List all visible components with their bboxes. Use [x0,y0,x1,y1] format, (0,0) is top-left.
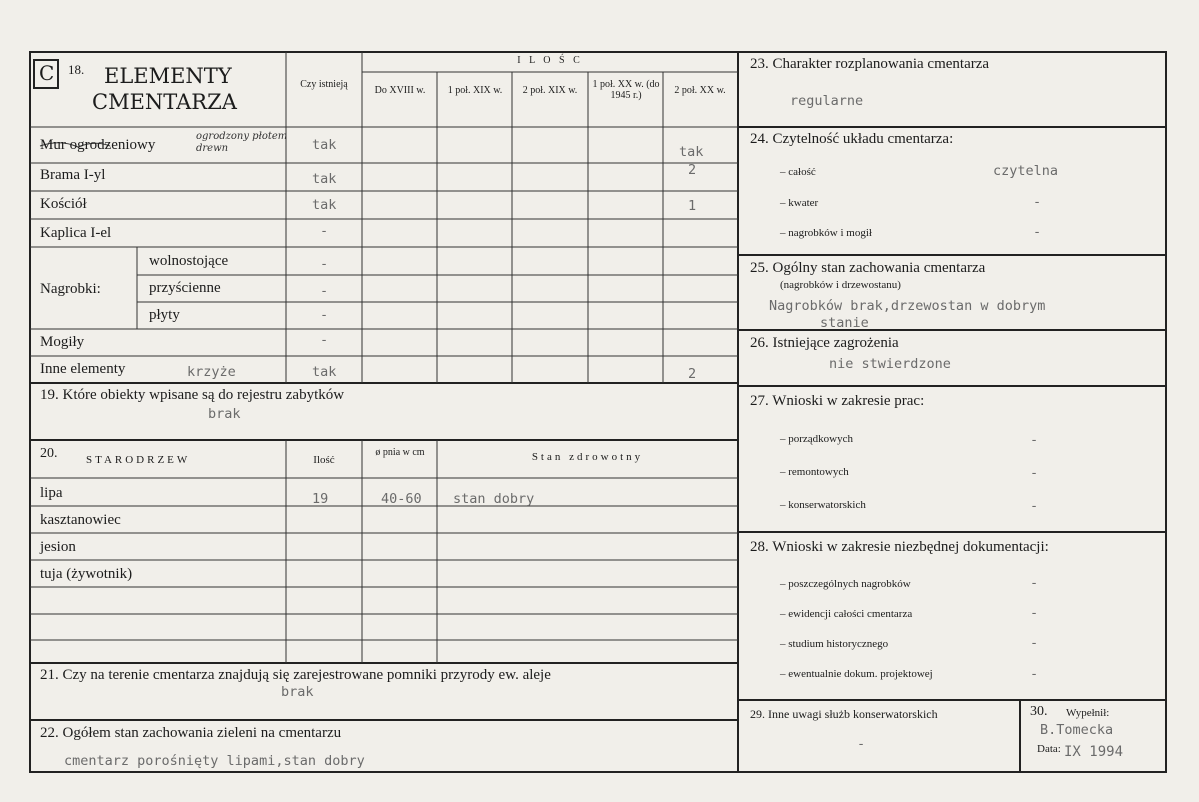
inne-elementy-value: krzyże [187,364,236,380]
section-27-label: 27. Wnioski w zakresie prac: [750,393,925,409]
section-22-value: cmentarz porośnięty lipami,stan dobry [64,753,365,769]
row-label-kosciol: Kościół [40,196,87,212]
wolnostojace-exists-value: - [320,256,329,272]
section-18-title-line2: CMENTARZA [92,90,237,114]
section-22-label: 22. Ogółem stan zachowania zieleni na cmentarzu [40,725,342,741]
section-29-value: - [857,736,866,752]
s27-item-label-3: – konserwatorskich [780,499,866,511]
handwritten-note-fence: ogrodzony płotem drewn [196,131,288,154]
inne-exists-value: tak [312,364,337,380]
section-21-label: 21. Czy na terenie cmentarza znajdują się zarejestrowane pomniki przyrody ew. aleje [40,667,551,683]
col-period-3: 2 poł. XIX w. [522,85,578,96]
s24-item-value-3: - [1033,224,1042,240]
row-label-mogily: Mogiły [40,334,85,350]
kaplica-exists-value: - [320,223,329,239]
kosciol-period5-value: 1 [688,198,697,214]
s28-item-value-3: - [1030,635,1039,651]
date-label: Data: [1037,743,1061,755]
brama-period5-value: 2 [688,162,697,178]
section-29-label: 29. Inne uwagi służb konserwatorskich [750,707,938,721]
section-23-value: regularne [790,93,864,109]
col-period-1: Do XVIII w. [374,85,426,96]
col-ilosc-header: I L O Ś C [517,55,583,66]
tree-health-1: stan dobry [453,491,535,507]
s27-item-value-3: - [1030,498,1039,514]
section-26-value: nie stwierdzone [829,356,951,372]
section-19-value: brak [208,406,241,422]
section-20-title: STARODRZEW [86,454,191,466]
col-exists-header: Czy istnieją [300,79,348,90]
mur-period5-value: tak [679,144,704,160]
plyty-exists-value: - [320,307,329,323]
col-count-header: Ilość [313,454,335,466]
filled-by-label: Wypełnił: [1066,707,1110,719]
section-21-value: brak [281,684,314,700]
row-label-brama: Brama I-yl [40,167,106,183]
col-period-4: 1 poł. XX w. (do 1945 r.) [592,79,660,101]
row-label-kaplica: Kaplica I-el [40,225,112,241]
row-label-mur: Mur ogrodzeniowy [40,137,156,153]
col-period-2: 1 poł. XIX w. [447,85,503,96]
tree-diameter-1: 40-60 [381,491,422,507]
s24-item-label-3: – nagrobków i mogił [780,227,872,239]
s24-item-value-1: czytelna [993,163,1059,179]
mogily-exists-value: - [320,332,329,348]
przyscienne-exists-value: - [320,283,329,299]
section-25-value-line1: Nagrobków brak,drzewostan w dobrym [769,298,1046,314]
s28-item-value-1: - [1030,575,1039,591]
row-label-wolnostojace: wolnostojące [149,253,229,269]
section-26-label: 26. Istniejące zagrożenia [750,335,899,351]
mur-exists-value: tak [312,137,337,153]
section-letter: C [39,61,55,85]
s24-item-label-2: – kwater [780,197,819,209]
s28-item-value-4: - [1030,666,1039,682]
section-24-label: 24. Czytelność układu cmentarza: [750,131,954,147]
tree-name-1: lipa [40,485,63,501]
tree-name-4: tuja (żywotnik) [40,566,133,582]
row-label-nagrobki: Nagrobki: [40,281,101,297]
section-19-label: 19. Które obiekty wpisane są do rejestru zabytków [40,387,345,403]
s28-item-label-4: – ewentualnie dokum. projektowej [780,668,933,680]
kosciol-exists-value: tak [312,197,337,213]
col-health-header: Stan zdrowotny [531,451,644,463]
s27-item-value-1: - [1030,432,1039,448]
s28-item-label-3: – studium historycznego [780,638,889,650]
row-label-plyty: płyty [149,307,180,323]
section-25-sublabel: (nagrobków i drzewostanu) [780,279,901,291]
s27-item-label-1: – porządkowych [780,433,854,445]
col-diameter-header: ø pnia w cm [375,447,425,458]
tree-name-2: kasztanowiec [40,512,121,528]
s27-item-value-2: - [1030,465,1039,481]
s27-item-label-2: – remontowych [780,466,849,478]
row-label-inne: Inne elementy [40,361,126,377]
s24-item-label-1: – całość [780,166,816,178]
s24-item-value-2: - [1033,194,1042,210]
section-25-value-line2: stanie [820,315,869,331]
section-25-label: 25. Ogólny stan zachowania cmentarza [750,260,986,276]
s28-item-label-1: – poszczególnych nagrobków [780,578,911,590]
tree-name-3: jesion [40,539,76,555]
section-23-label: 23. Charakter rozplanowania cmentarza [750,56,990,72]
date-value: IX 1994 [1064,744,1124,760]
row-label-przyscienne: przyścienne [149,280,221,296]
inne-period5-value: 2 [688,366,697,382]
section-28-label: 28. Wnioski w zakresie niezbędnej dokumentacji: [750,539,1049,555]
section-18-number: 18. [68,62,85,77]
s28-item-value-2: - [1030,605,1039,621]
s28-item-label-2: – ewidencji całości cmentarza [780,608,913,620]
section-18-title-line1: ELEMENTY [104,64,232,88]
col-period-5: 2 poł. XX w. [674,85,726,96]
brama-exists-value: tak [312,171,337,187]
section-30-number: 30. [1030,704,1048,719]
section-20-number: 20. [40,446,58,461]
filled-by-value: B.Tomecka [1040,722,1114,738]
tree-count-1: 19 [312,491,329,507]
